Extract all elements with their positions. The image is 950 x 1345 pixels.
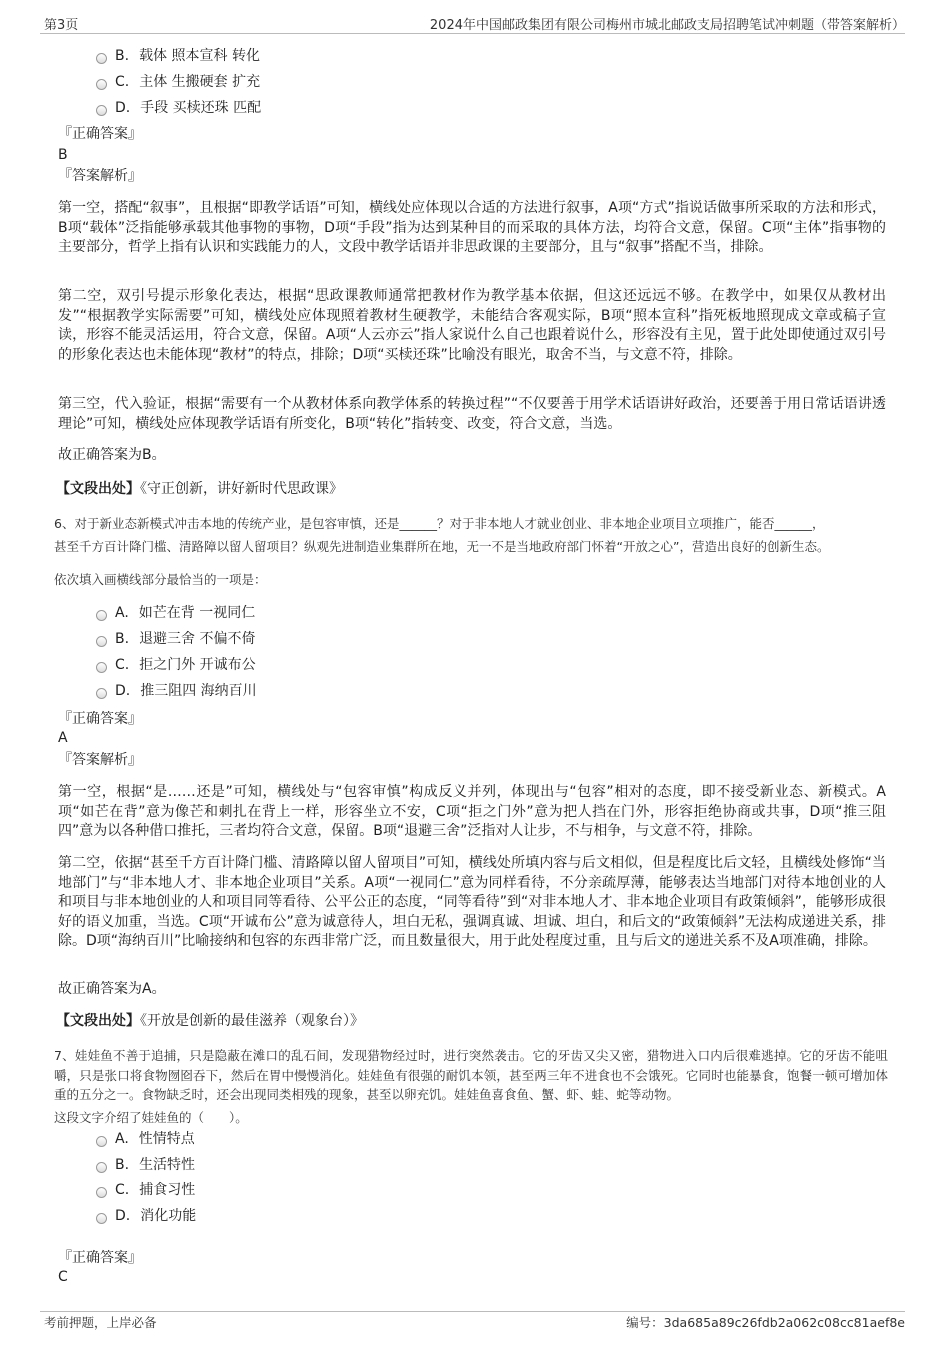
source-title: 《开放是创新的最佳滋养（观象台）》: [140, 1013, 364, 1029]
answer-label: 『正确答案』: [58, 711, 142, 727]
option-text: 捕食习性: [139, 1182, 196, 1198]
option-letter: B.: [115, 631, 130, 647]
analysis-label: 『答案解析』: [58, 168, 142, 184]
option-letter: B.: [115, 48, 130, 64]
document-title: 2024年中国邮政集团有限公司梅州市城北邮政支局招聘笔试冲刺题（带答案解析）: [429, 18, 905, 33]
option-letter: C.: [115, 657, 130, 673]
conclusion: 故正确答案为B。: [58, 447, 166, 463]
option-d[interactable]: [96, 1206, 196, 1226]
source-title: 《守正创新，讲好新时代思政课》: [140, 481, 343, 497]
question-stem: 6、对于新业态新模式冲击本地的传统产业，是包容审慎，还是______？对于非本地人才就业创业、非本地企业项目立项推广，能否______，: [54, 516, 825, 531]
option-letter: D.: [115, 100, 131, 116]
radio-icon[interactable]: [96, 610, 107, 621]
page-number: 第3页: [44, 18, 79, 33]
option-d[interactable]: [96, 98, 261, 118]
radio-icon[interactable]: [96, 662, 107, 673]
radio-icon[interactable]: [96, 1213, 107, 1224]
question-prompt: 依次填入画横线部分最恰当的一项是：: [54, 572, 267, 587]
radio-icon[interactable]: [96, 105, 107, 116]
question-prompt: 这段文字介绍了娃娃鱼的（ ）。: [54, 1110, 248, 1125]
radio-icon[interactable]: [96, 53, 107, 64]
answer-value: A: [58, 730, 68, 746]
footer-slogan: 考前押题，上岸必备: [44, 1315, 157, 1330]
option-c[interactable]: [96, 72, 260, 92]
answer-label: 『正确答案』: [58, 126, 142, 142]
option-d[interactable]: [96, 681, 257, 701]
radio-icon[interactable]: [96, 636, 107, 647]
question-stem: 甚至千方百计降门槛、清路障以留人留项目？纵观先进制造业集群所在地，无一不是当地政府部门怀着“开放之心”，营造出良好的创新生态。: [54, 539, 830, 554]
option-b[interactable]: [96, 629, 256, 649]
option-c[interactable]: [96, 1180, 195, 1200]
code-label: 编号：: [626, 1315, 664, 1330]
source: [56, 480, 884, 500]
option-text: 退避三舍 不偏不倚: [139, 631, 256, 647]
option-text: 拒之门外 开诚布公: [139, 657, 256, 673]
option-letter: B.: [115, 1157, 130, 1173]
option-letter: C.: [115, 1182, 130, 1198]
radio-icon[interactable]: [96, 688, 107, 699]
analysis-paragraph: 第一空，搭配“叙事”，且根据“即教学话语”可知，横线处应体现以合适的方法进行叙事，A项“方式”指说话做事所采取的方法和形式，B项“载体”泛指能够承载其他事物的事物，D项“手段”指为达到某种目的而采取的具体方法，均符合文意，保留。C项“主体”指事物的主要部分，哲学上指有认识和实践能力的人，文段中教学话语并非思政课的主要部分，且与“叙事”搭配不当，排除。: [58, 200, 886, 255]
radio-icon[interactable]: [96, 1136, 107, 1147]
radio-icon[interactable]: [96, 79, 107, 90]
option-letter: D.: [115, 683, 131, 699]
option-letter: C.: [115, 74, 130, 90]
option-letter: D.: [115, 1208, 131, 1224]
analysis-paragraph: 第一空，根据“是……还是”可知，横线处与“包容审慎”构成反义并列，体现出与“包容”相对的态度，即不接受新业态、新模式。A项“如芒在背”意为像芒和刺扎在背上一样，形容坐立不安，C项“拒之门外”意为把人挡在门外，形容拒绝协商或共事，D项“推三阻四”意为以各种借口推托，三者均符合文意，保留。B项“退避三舍”泛指对人让步，不与相争，与文意不符，排除。: [58, 784, 886, 839]
radio-icon[interactable]: [96, 1187, 107, 1198]
option-text: 如芒在背 一视同仁: [138, 605, 256, 621]
analysis-paragraph: 第二空，双引号提示形象化表达，根据“思政课教师通常把教材作为教学基本依据，但这还远远不够。在教学中，如果仅从教材出发”“根据教学实际需要”可知，横线处应体现照着教材生硬教学，未能结合客观实际，B项“照本宣科”指死板地照现成文章或稿子宣读，形容不能灵活运用，符合文意，保留。A项“人云亦云”指人家说什么自己也跟着说什么，形容没有主见，置于此处即使通过双引号的形象化表达也未能体现“教材”的特点，排除；D项“买椟还珠”比喻没有眼光，取舍不当，与文意不符，排除。: [58, 288, 886, 363]
question-stem: 7、娃娃鱼不善于追捕，只是隐蔽在滩口的乱石间，发现猎物经过时，进行突然袭击。它的牙齿又尖又密，猎物进入口内后很难逃掉。它的牙齿不能咀嚼，只是张口将食物囫囵吞下，然后在胃中慢慢消化。娃娃鱼有很强的耐饥本领，甚至两三年不进食也不会饿死。它同时也能暴食，饱餐一顿可增加体重的五分之一。食物缺乏时，还会出现同类相残的现象，甚至以卵充饥。娃娃鱼喜食鱼、蟹、虾、蛙、蛇等动物。: [54, 1048, 888, 1102]
option-b[interactable]: [96, 46, 260, 66]
option-text: 生活特性: [139, 1157, 196, 1173]
answer-label: 『正确答案』: [58, 1250, 142, 1266]
footer-divider: [40, 1311, 905, 1312]
source: [56, 1012, 884, 1032]
option-text: 性情特点: [138, 1131, 195, 1147]
option-text: 推三阻四 海纳百川: [140, 683, 257, 699]
analysis-paragraph: 第二空，依据“甚至千方百计降门槛、清路障以留人留项目”可知，横线处所填内容与后文相似，但是程度比后文轻，且横线处修饰“当地部门”与“非本地人才、非本地企业项目”关系。A项“一视同仁”意为同样看待，不分亲疏厚薄，能够表达当地部门对待本地创业的人和项目与非本地创业的人和项目同等看待、公平公正的态度，“同等看待”到“对非本地人才、非本地企业项目有政策倾斜”，能够形成很好的语义加重，当选。C项“开诚布公”意为诚意待人，坦白无私，强调真诚、坦诚、坦白，和后文的“政策倾斜”无法构成递进关系，排除。D项“海纳百川”比喻接纳和包容的东西非常广泛，而且数量很大，用于此处程度过重，且与后文的递进关系不及A项准确，排除。: [58, 855, 886, 949]
document-code: [626, 1313, 905, 1331]
option-b[interactable]: [96, 1155, 195, 1175]
option-letter: A.: [115, 1131, 129, 1147]
option-text: 手段 买椟还珠 匹配: [140, 100, 262, 116]
analysis-paragraph: 第三空，代入验证，根据“需要有一个从教材体系向教学体系的转换过程”“不仅要善于用学术话语讲好政治，还要善于用日常话语讲透理论”可知，横线处应体现教学话语有所变化，B项“转化”指转变、改变，符合文意，当选。: [58, 396, 886, 432]
option-text: 主体 生搬硬套 扩充: [139, 74, 261, 90]
option-c[interactable]: [96, 655, 256, 675]
header-divider: [40, 33, 905, 34]
option-text: 消化功能: [140, 1208, 197, 1224]
source-label: 【文段出处】: [56, 1013, 140, 1029]
answer-value: B: [58, 147, 68, 163]
option-a[interactable]: [96, 603, 255, 623]
option-text: 载体 照本宣科 转化: [139, 48, 260, 64]
analysis-label: 『答案解析』: [58, 752, 142, 768]
conclusion: 故正确答案为A。: [58, 981, 166, 997]
option-letter: A.: [115, 605, 129, 621]
code-value: 3da685a89c26fdb2a062c08cc81aef8e: [663, 1315, 905, 1330]
answer-value: C: [58, 1269, 68, 1285]
option-a[interactable]: [96, 1129, 195, 1149]
radio-icon[interactable]: [96, 1162, 107, 1173]
source-label: 【文段出处】: [56, 481, 140, 497]
